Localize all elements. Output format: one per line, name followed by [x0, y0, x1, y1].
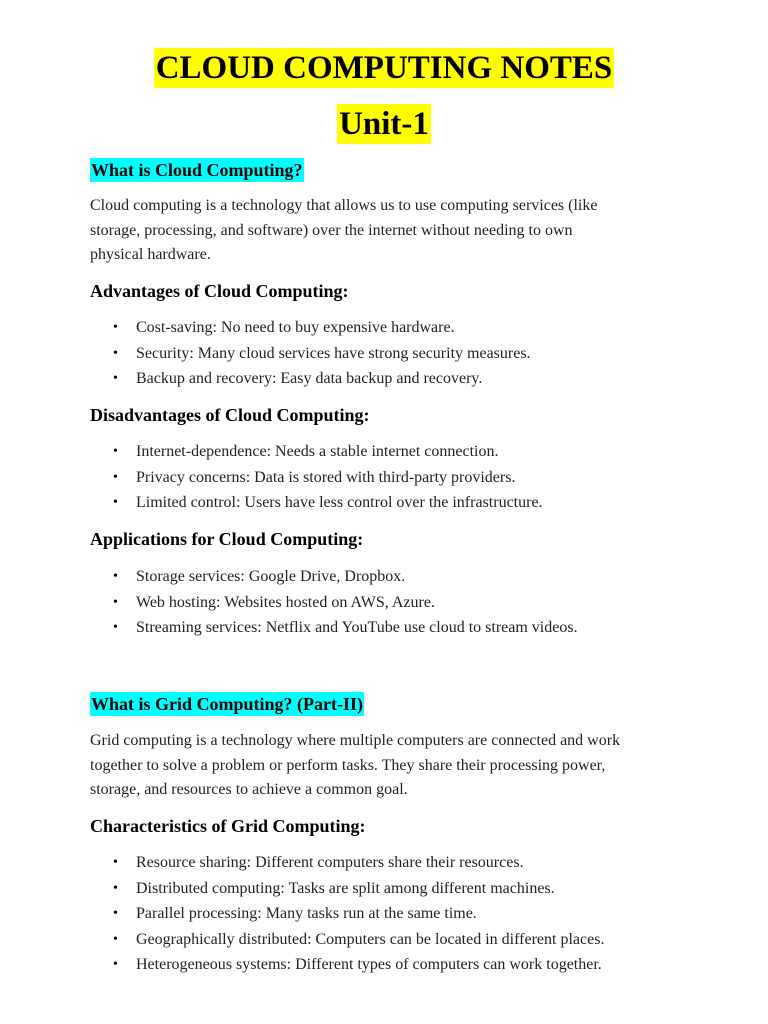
characteristics-list: [90, 850, 730, 978]
bullet-icon: •: [113, 495, 118, 510]
bullet-icon: •: [113, 957, 118, 972]
bullet-icon: •: [113, 469, 118, 485]
intro-line: storage, and resources to achieve a common goal.: [90, 781, 408, 798]
list-item: [90, 850, 730, 876]
list-item-text: Limited control: Users have less control over the infrastructure.: [136, 494, 543, 511]
list-item-text: Resource sharing: Different computers share their resources.: [136, 854, 524, 871]
cloud-computing-heading: What is Cloud Computing?: [91, 160, 303, 180]
list-item-text: Security: Many cloud services have strong security measures.: [136, 344, 531, 362]
list-item-text: Backup and recovery: Easy data backup and recovery.: [136, 370, 483, 387]
characteristics-heading: Characteristics of Grid Computing:: [90, 816, 366, 836]
bullet-icon: •: [113, 931, 118, 947]
title-row: [0, 48, 768, 88]
intro-line: Grid computing is a technology where multiple computers are connected and work: [90, 732, 621, 749]
list-item-text: Storage services: Google Drive, Dropbox.: [136, 568, 406, 585]
list-item: [90, 876, 730, 902]
bullet-icon: •: [113, 371, 118, 386]
list-item: [90, 366, 730, 392]
list-item: [90, 952, 730, 978]
list-item-text: Heterogeneous systems: Different types of computers can work together.: [136, 956, 602, 973]
list-item: [90, 901, 730, 927]
bullet-icon: •: [113, 320, 118, 335]
unit-row: [0, 104, 768, 144]
bullet-icon: •: [113, 620, 118, 635]
bullet-icon: •: [113, 906, 118, 921]
bullet-icon: •: [113, 855, 118, 870]
list-item: [90, 564, 730, 590]
list-item: [90, 315, 730, 341]
applications-list: [90, 564, 730, 641]
bullet-icon: •: [113, 880, 118, 896]
list-item: [90, 927, 730, 953]
grid-computing-heading: What is Grid Computing? (Part-II): [91, 694, 364, 714]
list-item-text: Parallel processing: Many tasks run at the same time.: [136, 905, 477, 922]
intro-line: together to solve a problem or perform tasks. They share their processing power,: [90, 756, 606, 774]
document-title: CLOUD COMPUTING NOTES: [155, 50, 613, 86]
list-item: [90, 615, 730, 641]
list-item: [90, 590, 730, 616]
intro-line: physical hardware.: [90, 246, 211, 263]
list-item: [90, 490, 730, 516]
cloud-computing-intro: [90, 194, 690, 268]
disadvantages-heading: Disadvantages of Cloud Computing:: [90, 405, 370, 425]
grid-computing-intro: [90, 729, 690, 803]
bullet-icon: •: [113, 594, 118, 610]
list-item-text: Privacy concerns: Data is stored with third-party providers.: [136, 468, 516, 486]
unit-label: Unit-1: [339, 106, 429, 142]
intro-line: Cloud computing is a technology that allows us to use computing services (like: [90, 197, 598, 214]
list-item: [90, 439, 730, 465]
list-item: [90, 341, 730, 367]
list-item-text: Web hosting: Websites hosted on AWS, Azure.: [136, 593, 435, 611]
advantages-list: [90, 315, 730, 392]
applications-heading: Applications for Cloud Computing:: [90, 529, 364, 549]
bullet-icon: •: [113, 569, 118, 584]
intro-line: storage, processing, and software) over the internet without needing to own: [90, 221, 573, 239]
bullet-icon: •: [113, 345, 118, 361]
list-item-text: Streaming services: Netflix and YouTube use cloud to stream videos.: [136, 619, 578, 636]
list-item-text: Geographically distributed: Computers can be located in different places.: [136, 930, 605, 948]
disadvantages-list: [90, 439, 730, 516]
list-item-text: Cost-saving: No need to buy expensive hardware.: [136, 319, 455, 336]
advantages-heading: Advantages of Cloud Computing:: [90, 281, 349, 301]
bullet-icon: •: [113, 444, 118, 459]
list-item-text: Internet-dependence: Needs a stable internet connection.: [136, 443, 499, 460]
list-item-text: Distributed computing: Tasks are split among different machines.: [136, 879, 555, 897]
list-item: [90, 465, 730, 491]
